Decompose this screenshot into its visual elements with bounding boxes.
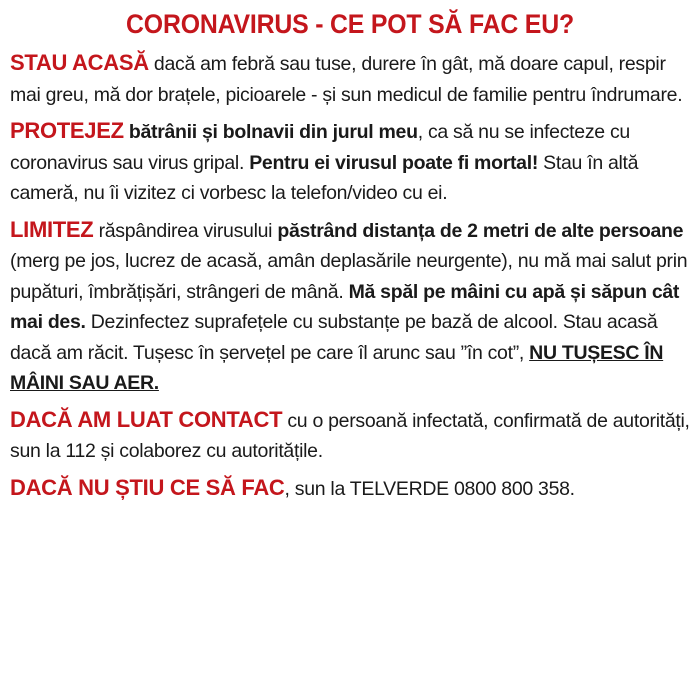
section-stay-home bbox=[10, 48, 690, 110]
bold-elderly-sick: bătrânii și bolnavii din jurul meu bbox=[123, 121, 418, 143]
text-limit-3: Dezinfectez suprafețele cu substanțe pe bază de alcool. Stau acasă dacă am răcit. Tușesc în șervețel pe care îl arunc sau ”în cot”, bbox=[10, 311, 658, 364]
poster-title: CORONAVIRUS - CE POT SĂ FAC EU? bbox=[126, 9, 574, 39]
text-limit-1: răspândirea virusului bbox=[93, 219, 278, 242]
text-protect-2: Stau în altă cameră, nu îi vizitez ci vorbesc la telefon/video cu ei. bbox=[10, 151, 639, 204]
text-stay-home: dacă am febră sau tuse, durere în gât, mă doare capul, respir mai greu, mă dor brațele, picioarele - și sun medicul de familie pentru îndrumare. bbox=[10, 53, 683, 106]
bold-distance: păstrând distanța de 2 metri de alte persoane bbox=[277, 219, 684, 242]
bold-no-cough-hands: NU TUȘESC ÎN MÂINI SAU AER. bbox=[10, 341, 664, 394]
keyword-contact: DACĂ AM LUAT CONTACT bbox=[10, 406, 283, 432]
keyword-stay-home: STAU ACASĂ bbox=[10, 50, 149, 75]
bold-wash-hands: Mă spăl pe mâini cu apă și săpun cât mai des. bbox=[10, 280, 680, 333]
section-protect bbox=[10, 116, 690, 209]
section-contact bbox=[10, 405, 690, 467]
section-helpline bbox=[10, 473, 690, 505]
keyword-protect: PROTEJEZ bbox=[10, 118, 124, 143]
keyword-helpline: DACĂ NU ȘTIU CE SĂ FAC bbox=[10, 474, 285, 500]
bold-deadly-warning: Pentru ei virusul poate fi mortal! bbox=[249, 151, 539, 174]
keyword-limit: LIMITEZ bbox=[10, 216, 94, 242]
section-limit bbox=[10, 215, 690, 399]
text-contact: cu o persoană infectată, confirmată de autorități, sun la 112 și colaborez cu autoritățile. bbox=[10, 409, 690, 462]
text-protect-1: , ca să nu se infecteze cu coronavirus sau virus gripal. bbox=[10, 121, 630, 174]
text-helpline: , sun la TELVERDE 0800 800 358. bbox=[284, 477, 575, 500]
text-limit-2: (merg pe jos, lucrez de acasă, amân deplasările neurgente), nu mă mai salut prin pupături, îmbrățișări, strângeri de mână. bbox=[10, 250, 688, 303]
